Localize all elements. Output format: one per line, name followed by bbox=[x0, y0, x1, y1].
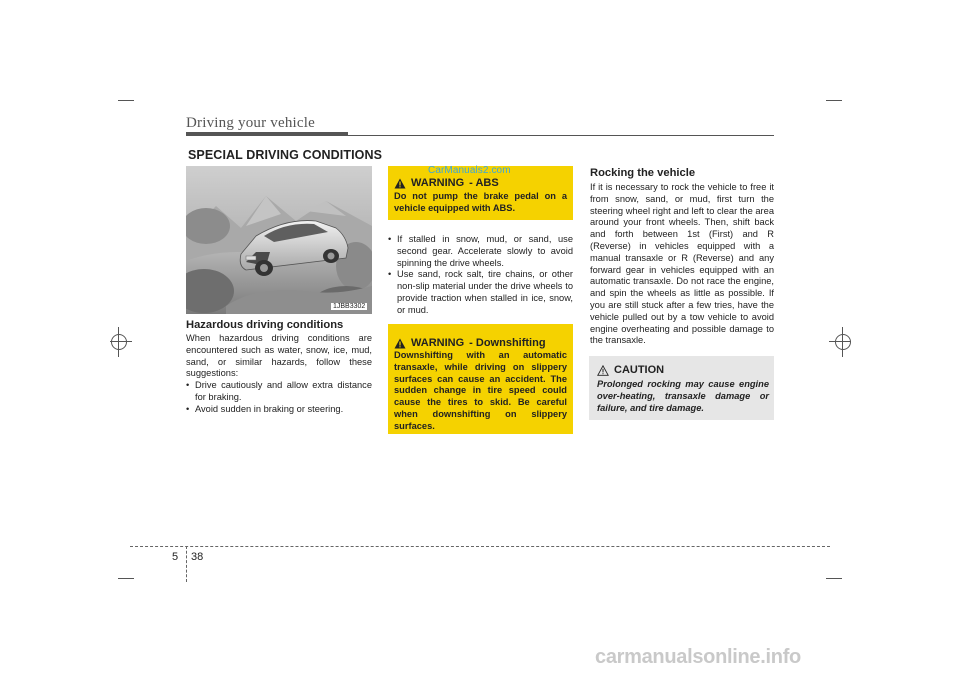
header-rule bbox=[186, 135, 774, 136]
list-item: • If stalled in snow, mud, or sand, use second gear. Accelerate slowly to avoid spinning the drive wheels. bbox=[388, 234, 573, 269]
warning-box-downshifting bbox=[388, 324, 573, 434]
figure-caption: 1JBB3302 bbox=[333, 303, 366, 310]
page-number: 38 bbox=[191, 551, 204, 563]
caution-triangle-icon bbox=[597, 365, 609, 376]
rocking-heading: Rocking the vehicle bbox=[590, 167, 696, 179]
running-title: Driving your vehicle bbox=[186, 115, 315, 131]
registration-circle bbox=[111, 334, 127, 350]
hazardous-intro bbox=[186, 333, 372, 416]
warning-text: Do not pump the brake pedal on a vehicle equipped with ABS. bbox=[394, 191, 567, 213]
warning-header bbox=[394, 177, 499, 189]
footer-rule bbox=[130, 546, 830, 547]
warning-label: WARNING bbox=[411, 337, 465, 349]
chapter-number: 5 bbox=[172, 551, 179, 563]
warning-triangle-icon bbox=[394, 178, 406, 189]
section-title: SPECIAL DRIVING CONDITIONS bbox=[188, 148, 383, 162]
car-in-hazard-illustration bbox=[186, 166, 372, 314]
caution-header bbox=[597, 364, 664, 376]
middle-bullets bbox=[388, 234, 573, 317]
crop-mark bbox=[826, 578, 842, 579]
registration-circle bbox=[835, 334, 851, 350]
warning-title: - ABS bbox=[469, 177, 499, 189]
hazardous-heading: Hazardous driving conditions bbox=[186, 319, 344, 331]
caution-text: Prolonged rocking may cause engine over-heating, transaxle damage or failure, and tire damage. bbox=[597, 379, 769, 413]
warning-title: - Downshifting bbox=[469, 337, 546, 349]
watermark-bottom: carmanualsonline.info bbox=[595, 646, 801, 668]
watermark-top: CarManuals2.com bbox=[428, 165, 511, 176]
hazardous-bullet-list bbox=[186, 380, 372, 415]
crop-mark bbox=[118, 100, 134, 101]
crop-mark bbox=[826, 100, 842, 101]
warning-header bbox=[394, 337, 546, 349]
hazardous-intro-text: When hazardous driving conditions are encountered such as water, snow, ice, mud, sand, or similar hazards, follow these suggestions: bbox=[186, 333, 372, 379]
warning-triangle-icon bbox=[394, 338, 406, 349]
footer-divider bbox=[186, 546, 187, 582]
list-item: • Drive cautiously and allow extra distance for braking. bbox=[186, 380, 372, 404]
warning-text: Downshifting with an automatic transaxle, while driving on slippery surfaces can cause an accident. The sudden change in tire speed could cause the tires to skid. Be careful when downshifting on slippery surfaces. bbox=[394, 350, 567, 431]
middle-bullet-list bbox=[388, 234, 573, 317]
list-item: • Avoid sudden in braking or steering. bbox=[186, 404, 372, 416]
car-illustration bbox=[186, 166, 372, 314]
rocking-text: If it is necessary to rock the vehicle to free it from snow, sand, or mud, first turn the steering wheel right and left to clear the area around your front wheels. Then, shift back and forth between 1st (First) and R (Reverse) in vehicles equipped with a manual transaxle or R (Reverse) and any forward gear in vehicles equipped with an automatic transaxle. Do not race the engine, and spin the wheels as little as possible. If you are still stuck after a few tries, have the vehicle pulled out by a tow vehicle to avoid engine overheating and possible damage to the transaxle. bbox=[590, 182, 774, 346]
warning-label: WARNING bbox=[411, 177, 465, 189]
crop-mark bbox=[118, 578, 134, 579]
caution-label: CAUTION bbox=[614, 364, 665, 376]
caution-box bbox=[589, 356, 774, 420]
list-item: • Use sand, rock salt, tire chains, or other non-slip material under the drive wheels to provide traction when stalled in ice, snow, or mud. bbox=[388, 269, 573, 316]
